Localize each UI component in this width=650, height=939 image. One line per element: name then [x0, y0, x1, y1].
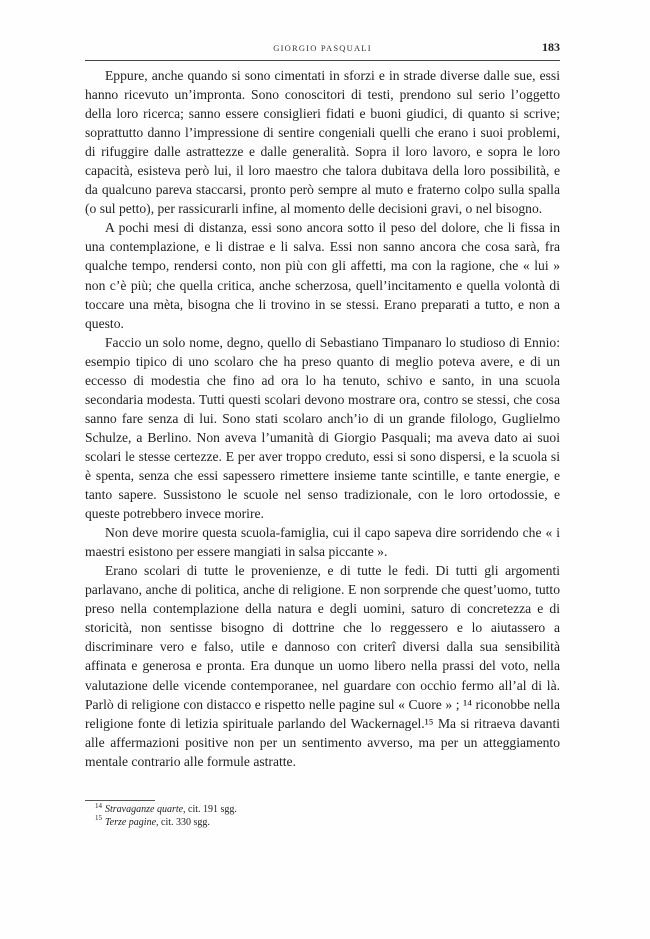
running-title: GIORGIO PASQUALI [273, 43, 372, 53]
paragraph: Eppure, anche quando si sono cimentati in sforzi e in strade diverse dalle sue, essi hanno ricevuto un’impronta. Sono conoscitori di testi, prendono sul serio l’oggetto della loro ricerca; sanno essere consiglieri fidati e buoni giudici, di quanto si scrive; soprattutto danno l’impressione di sentire congeniali quelli che erano i suoi problemi, di rifuggire dalle astrattezze e dalle generalità. Sopra il loro lavoro, e sopra le loro capacità, esisteva però lui, il loro maestro che talora dubitava della loro possibilità, e da qualcuno pareva staccarsi, pronto però sempre al muto e fraterno colpo sulla spalla (o sul petto), per rassicurarli infine, al momento delle decisioni gravi, o nel bisogno. [85, 68, 560, 217]
footnote [85, 814, 560, 830]
body-text [85, 66, 560, 771]
footnote-number: 14 [95, 801, 102, 810]
header-rule [85, 60, 560, 61]
footnote [85, 801, 560, 817]
footnote-citation: cit. 191 sgg. [185, 804, 237, 815]
footnote-number: 15 [95, 814, 102, 823]
footnote-rule [85, 800, 155, 801]
footnote-title: Terze pagine, [105, 816, 159, 828]
paragraph: Faccio un solo nome, degno, quello di Sebastiano Timpanaro lo studioso di Ennio: esempio tipico di uno scolaro che ha preso quanto di meglio poteva avere, e di un eccesso di modestia che fino ad ora lo ha tenuto, schivo e santo, in una scuola secondaria modesta. Tutti questi scolari devono mostrare ora, contro se stessi, che cosa sanno fare senza di lui. Sono stati scolaro anch’io di un grande filologo, Guglielmo Schulze, a Berlino. Non aveva l’umanità di Giorgio Pasquali; ma aveva dato ai suoi scolari le stesse certezze. E per aver troppo creduto, essi si sono dispersi, e la scuola si è spenta, senza che essi sapessero rimettere insieme tante scintille, e tante energie, e tanto sapere. Sussistono le scuole nel senso tradizionale, con le loro ortodossie, e queste potrebbero invece morire. [85, 334, 560, 522]
paragraph: A pochi mesi di distanza, essi sono ancora sotto il peso del dolore, che li fissa in una contemplazione, e li distrae e li salva. Essi non sanno ancora che cosa sarà, fra qualche tempo, rendersi conto, non più con gli affetti, ma con la ragione, che « lui » non c’è più; che quella critica, anche scherzosa, quell’incitamento e quella volontà di toccare una mèta, bisogna che li trovino in se stessi. Erano preparati a tutto, e non a questo. [85, 220, 560, 331]
paragraph: Non deve morire questa scuola-famiglia, cui il capo sapeva dire sorridendo che « i maestri esistono per essere mangiati in salsa piccante ». [85, 525, 560, 560]
footnote-citation: cit. 330 sgg. [158, 816, 210, 828]
paragraph: Erano scolari di tutte le provenienze, e di tutte le fedi. Di tutti gli argomenti parlavano, anche di politica, anche di religione. E non sorprende che quest’uomo, tutto preso nella contemplazione della natura e degli uomini, saturo di concretezza e di storicità, non sentisse bisogno di dottrine che lo reggessero e lo aiutassero a discriminare vero e falso, utile e dannoso con criterî diversi dalla sua sensibilità affinata e generosa e pronta. Era dunque un uomo libero nella prassi del voto, nella valutazione delle vicende contemporanee, nel guardare con occhio fermo all’al di là. Parlò di religione con distacco e rispetto nelle pagine sul « Cuore » ; ¹⁴ riconobbe nella religione fonte di letizia spirituale parlando del Wackernagel.¹⁵ Ma si ritraeva davanti alle affermazioni positive non per un sentimento avverso, ma per un atteggiamento mentale contrario alle formule astratte. [85, 563, 560, 769]
footnote-title: Stravaganze quarte, [105, 804, 186, 815]
footnotes [85, 801, 560, 829]
running-header [85, 40, 560, 58]
page-number: 183 [542, 40, 560, 54]
